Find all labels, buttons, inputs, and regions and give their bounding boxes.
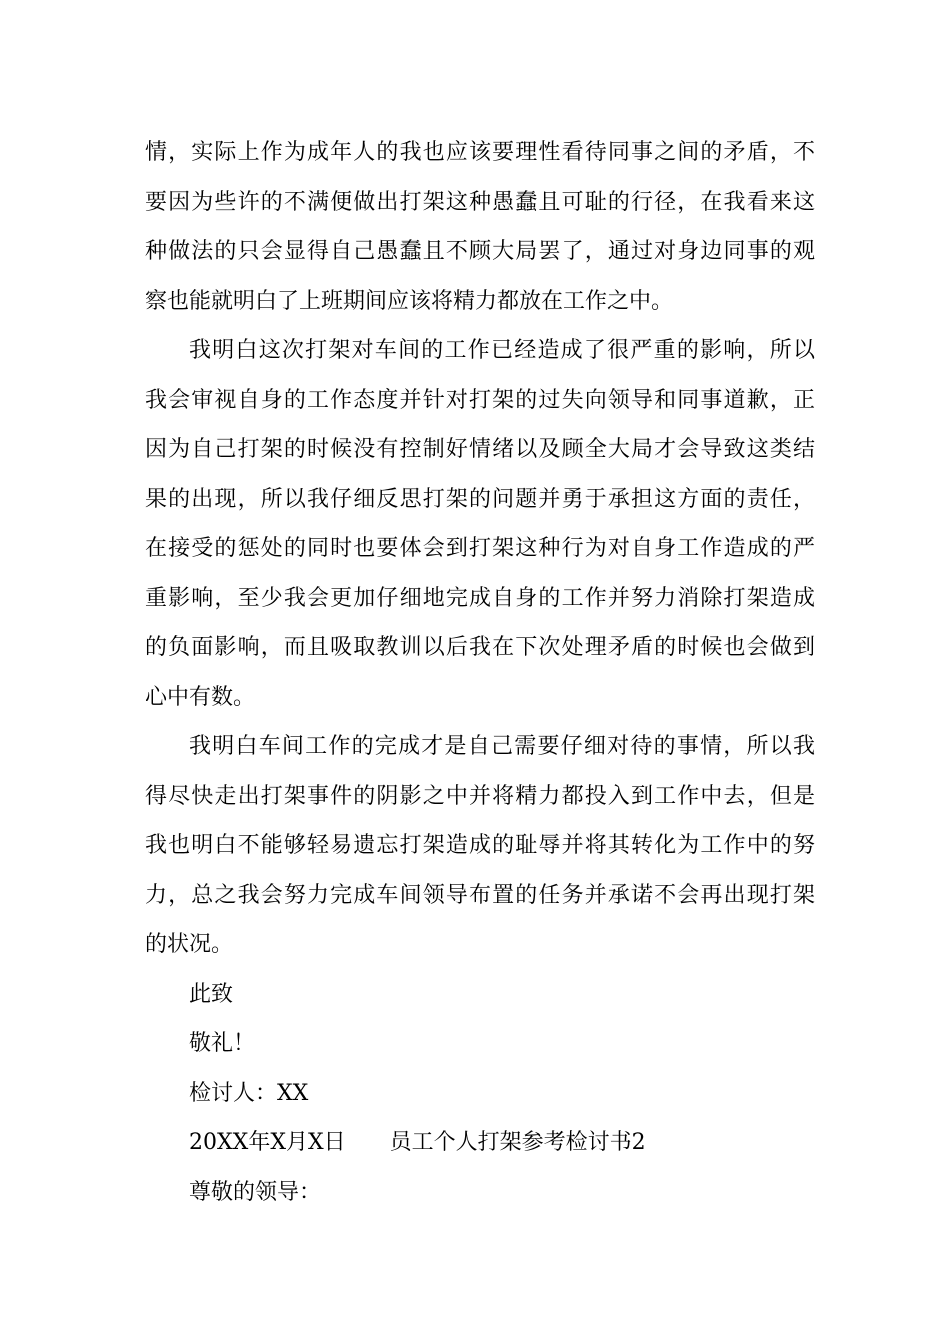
text-line: 我也明白不能够轻易遗忘打架造成的耻辱并将其转化为工作中的努 <box>145 833 815 858</box>
signature: 检讨人：XX <box>189 1080 309 1106</box>
document-body <box>145 128 815 1217</box>
text-line: 要因为些许的不满便做出打架这种愚蠢且可耻的行径，在我看来这 <box>145 189 815 215</box>
text-line: 果的出现，所以我仔细反思打架的问题并勇于承担这方面的责任， <box>145 486 815 512</box>
closing-salutation: 此致 <box>189 981 234 1007</box>
next-document-title: 员工个人打架参考检讨书2 <box>389 1130 646 1155</box>
text-line: 的负面影响，而且吸取教训以后我在下次处理矛盾的时候也会做到 <box>145 635 815 660</box>
paragraph-3 <box>145 722 815 970</box>
closing-regards: 敬礼！ <box>189 1031 256 1056</box>
date: 20XX年X月X日 <box>189 1130 346 1155</box>
text-line: 察也能就明白了上班期间应该将精力都放在工作之中。 <box>145 288 674 314</box>
text-line: 我明白车间工作的完成才是自己需要仔细对待的事情，所以我 <box>189 734 815 759</box>
text-line: 的状况。 <box>145 932 234 957</box>
text-line: 力，总之我会努力完成车间领导布置的任务并承诺不会再出现打架 <box>145 882 815 908</box>
text-line: 情，实际上作为成年人的我也应该要理性看待同事之间的矛盾，不 <box>145 140 815 165</box>
text-line: 重影响，至少我会更加仔细地完成自身的工作并努力消除打架造成 <box>145 585 815 611</box>
text-line: 心中有数。 <box>145 684 256 710</box>
next-greeting: 尊敬的领导： <box>189 1179 322 1205</box>
text-line: 得尽快走出打架事件的阴影之中并将精力都投入到工作中去，但是 <box>145 783 815 809</box>
paragraph-1 <box>145 128 815 326</box>
paragraph-2 <box>145 326 815 722</box>
text-line: 我会审视自身的工作态度并针对打架的过失向领导和同事道歉，正 <box>145 387 815 413</box>
text-line: 种做法的只会显得自己愚蠢且不顾大局罢了，通过对身边同事的观 <box>145 239 815 264</box>
text-line: 我明白这次打架对车间的工作已经造成了很严重的影响，所以 <box>189 338 815 363</box>
date-and-title-line <box>145 1118 815 1168</box>
text-line: 在接受的惩处的同时也要体会到打架这种行为对自身工作造成的严 <box>145 536 815 561</box>
text-line: 因为自己打架的时候没有控制好情绪以及顾全大局才会导致这类结 <box>145 437 815 462</box>
